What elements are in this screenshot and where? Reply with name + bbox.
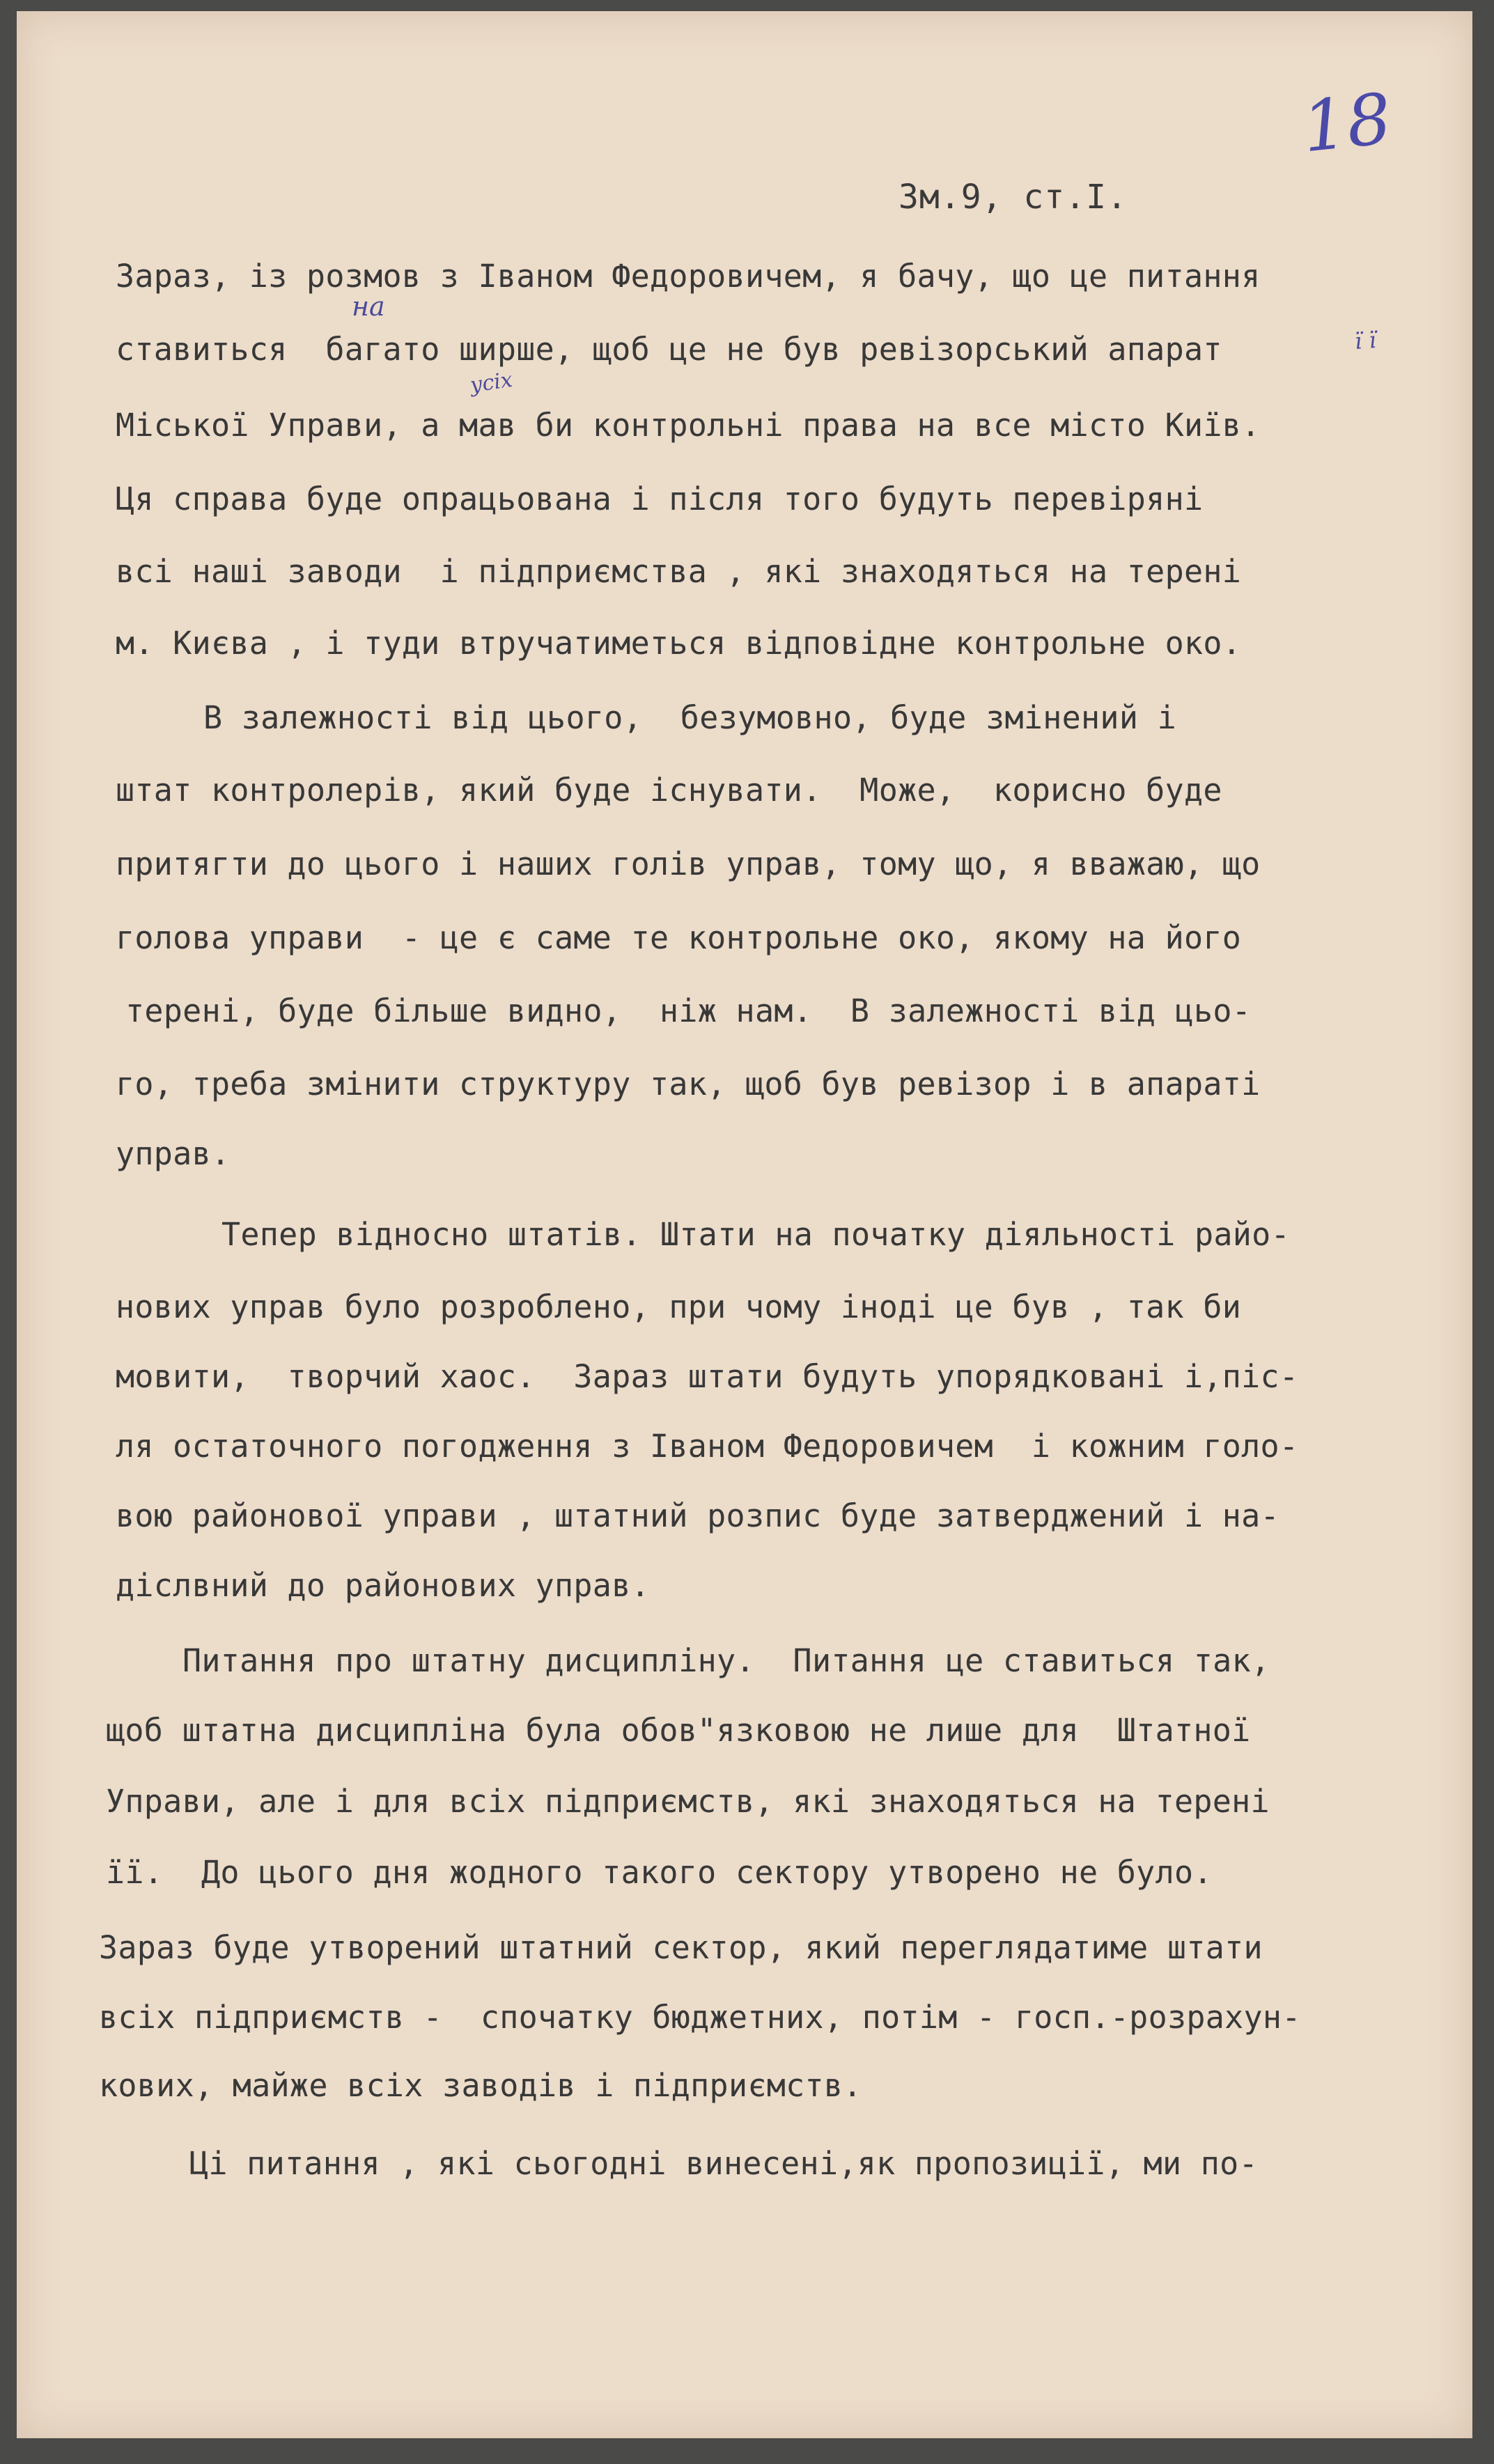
text-line: кових, майже всіх заводів і підприємств. [99, 2067, 862, 2104]
text-line: го, треба змінити структуру так, щоб був ревізор і в апараті [116, 1066, 1261, 1102]
text-line: Зараз, із розмов з Іваном Федоровичем, я бачу, що це питання [116, 258, 1261, 295]
handwritten-margin-note: ї ї [1353, 326, 1377, 355]
text-line: Міської Управи, а мав би контрольні права на все місто Київ. [116, 407, 1261, 444]
text-line: ля остаточного погодження з Іваном Федоровичем і кожним голо- [116, 1428, 1299, 1465]
text-line: діслвний до районових управ. [116, 1567, 650, 1604]
text-line: всі наші заводи і підприємства , які знаходяться на терені [116, 553, 1242, 590]
text-line: терені, буде більше видно, ніж нам. В залежності від цьо- [125, 992, 1252, 1029]
text-line: ставиться багато ширше, щоб це не був ревізорський апарат [116, 331, 1222, 368]
page-number: 18 [1298, 77, 1396, 169]
handwritten-insertion: на [352, 291, 385, 322]
text-line: Тепер відносно штатів. Штати на початку діяльності райо- [221, 1216, 1290, 1253]
handwritten-insertion: усіх [468, 367, 514, 398]
text-line: всіх підприємств - спочатку бюджетних, потім - госп.-розрахун- [99, 1999, 1301, 2036]
text-line: Управи, але і для всіх підприємств, які знаходяться на терені [106, 1783, 1270, 1820]
text-line: управ. [116, 1135, 231, 1172]
document-header: Зм.9, ст.І. [898, 178, 1128, 217]
text-line: штат контролерів, який буде існувати. Може, корисно буде [116, 772, 1222, 809]
text-line: голова управи - це є саме те контрольне око, якому на його [116, 919, 1242, 956]
text-line: м. Києва , і туди втручатиметься відповідне контрольне око. [116, 625, 1242, 662]
text-line: вою районової управи , штатний розпис буде затверджений і на- [116, 1497, 1279, 1534]
text-line: мовити, творчий хаос. Зараз штати будуть упорядковані і,піс- [116, 1358, 1299, 1395]
text-line: Зараз буде утворений штатний сектор, який переглядатиме штати [99, 1929, 1263, 1966]
text-line: Питання про штатну дисципліну. Питання це ставиться так, [182, 1642, 1270, 1679]
text-line: щоб штатна дисципліна була обов"язковою не лише для Штатної [106, 1712, 1251, 1749]
text-line: притягти до цього і наших голів управ, тому що, я вважаю, що [116, 845, 1261, 882]
text-line: Ці питання , які сьогодні винесені,як пропозиції, ми по- [189, 2145, 1258, 2182]
text-line: В залежності від цього, безумовно, буде змінений і [203, 699, 1177, 736]
text-line: нових управ було розроблено, при чому іноді це був , так би [116, 1288, 1242, 1325]
text-line: Ця справа буде опрацьована і після того будуть перевіряні [116, 481, 1204, 517]
text-line: її. До цього дня жодного такого сектору утворено не було. [106, 1854, 1213, 1891]
